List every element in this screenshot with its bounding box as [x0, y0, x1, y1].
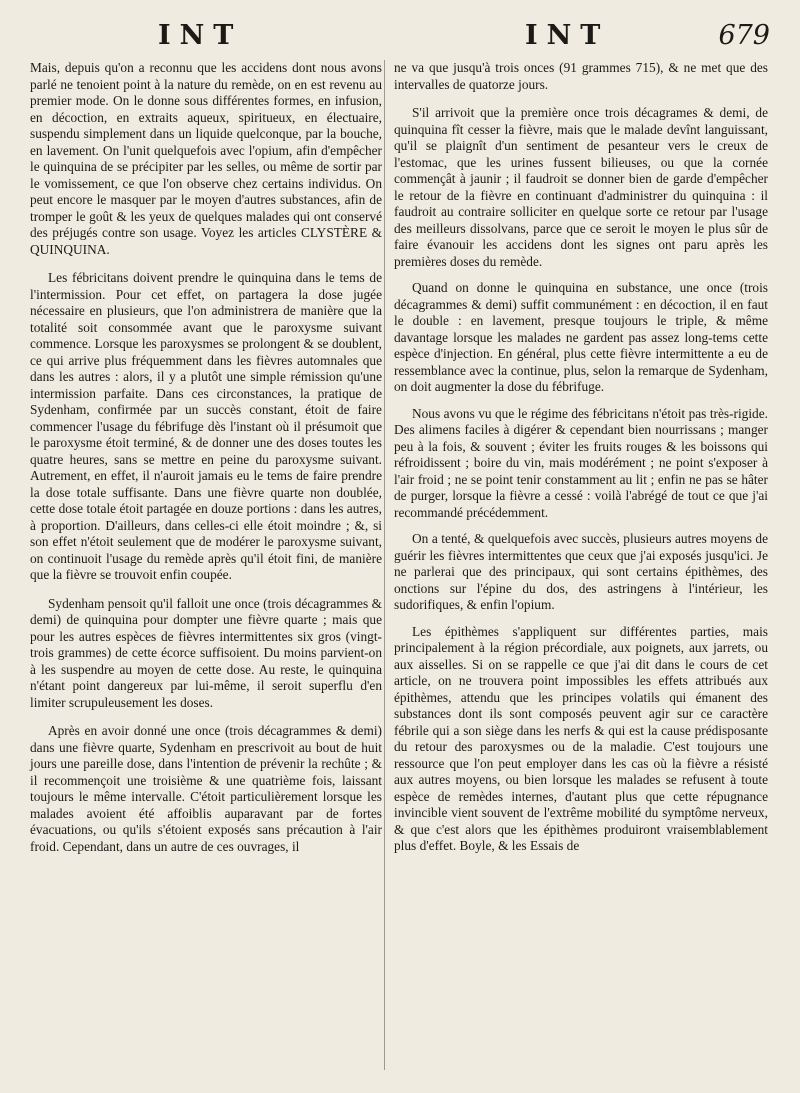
paragraph: ne va que jusqu'à trois onces (91 grammes 715), & ne met que des intervalles de quatorze jours.: [394, 60, 768, 92]
paragraph: Nous avons vu que le régime des fébricitans n'étoit pas très-rigide. Des alimens faciles à digérer & cependant bien nourrissans ; manger peu à la fois, & souvent ; éviter les fruits rouges & les boissons qui réfroidissent ; boire du vin, mais modérément ; ne point s'exposer à l'air froid ; ne se point tenir constamment au lit ; enfin ne pas se hâter de purger, lorsque la fièvre a cessé : voilà l'abrégé de tout ce que j'ai recommandé précédemment.: [394, 405, 768, 520]
column-divider: [384, 60, 385, 1070]
page-number: 679: [718, 20, 770, 51]
paragraph: Les fébricitans doivent prendre le quinquina dans le tems de l'intermission. Pour cet effet, on partagera la dose jugée nécessaire en plusieurs, que l'on administrera de manière que la totalité soit consommée avant que le paroxysme suivant commence. Lorsque les paroxysmes se prolongent & se doublent, ce qui arrive plus fréquemment dans les fièvres automnales que dans les autres : alors, il y a plutôt une simple rémission qu'une intermission parfaite. Dans ces circonstances, la pratique de Sydenham, confirmée par un succès constant, étoit de faire commencer l'usage du fébrifuge dès l'instant où il présumoit que le paroxysme étoit terminé, & de donner une des doses toutes les quatre heures, sans se mettre en peine du paroxysme suivant. Autrement, en effet, il n'auroit jamais eu le tems de faire prendre la dose totale suffisante. Dans une fièvre quarte non doublée, cette dose totale étoit partagée en douze portions : dans les autres, à proportion. D'ailleurs, dans celles-ci elle étoit moindre ; &, si son effet n'étoit seulement que de modérer le paroxysme suivant, on continuoit l'usage du remède après qu'il étoit fini, de manière que la fièvre se trouvoit enfin coupée.: [30, 270, 382, 582]
paragraph: Après en avoir donné une once (trois décagrammes & demi) dans une fièvre quarte, Sydenham en prescrivoit au bout de huit jours une pareille dose, dans l'intention de prévenir la rechûte ; & il recommençoit une troisième & une quatrième fois, laissant toujours le même intervalle. C'étoit particulièrement lorsque les malades avoient été affoiblis auparavant par de fortes évacuations, ou qu'ils s'étoient exposés sans précaution à l'air froid. Cependant, dans un autre de ces ouvrages, il: [30, 723, 382, 854]
paragraph: On a tenté, & quelquefois avec succès, plusieurs autres moyens de guérir les fièvres intermittentes que ceux que j'ai exposés jusqu'ici. Je ne parlerai que des principaux, qui sont certains épithèmes, des onctions sur l'épine du dos, des astringens à l'intérieur, les sudorifiques, & enfin l'opium.: [394, 531, 768, 612]
paragraph: Les épithèmes s'appliquent sur différentes parties, mais principalement à la région précordiale, aux poignets, aux jarrets, ou aux aisselles. Si on se rappelle ce que j'ai dit dans le cours de cet article, on ne trouvera point impossibles les effets attribués aux épithèmes, attendu que les principes volatils qui émanent des substances dont ils sont composés peuvent agir sur ce caractère fébrile qui a son siège dans les nerfs & qui est la cause prédisposante du retour des paroxysmes ou de la maladie. C'est toujours une ressource que l'on peut employer dans les cas où la fièvre a résisté aux autres moyens, ou bien lorsque les malades se refusent à toute espèce de remèdes internes, d'autant plus que cette répugnance invincible vient souvent de l'extrême mobilité du symptôme nerveux, & que c'est alors que les épithèmes produiront vraisemblablement plus d'effet. Boyle, & les Essais de: [394, 623, 768, 853]
paragraph: Sydenham pensoit qu'il falloit une once (trois décagrammes & demi) de quinquina pour dompter une fièvre quarte ; mais que pour les autres espèces de fièvres intermittentes six gros (vingt-trois grammes) de cette écorce suffisoient. Du moins parvient-on à les suspendre au moyen de cette dose. Au reste, le quinquina n'étant point dangereux par lui-même, il seroit superflu d'en limiter scrupuleusement les doses.: [30, 595, 382, 710]
paragraph: S'il arrivoit que la première once trois décagrames & demi, de quinquina fît cesser la fièvre, mais que le malade devînt languissant, qu'il se plaignît d'un sentiment de pesanteur vers le creux de l'estomac, que les urines fussent bilieuses, ou que la cornée commençât à jaunir ; il faudroit se donner bien de garde d'empêcher le retour de la fièvre en continuant d'administrer du quinquina : il faudroit au contraire solliciter en quelque sorte ce retour par l'usage des meilleurs dissolvans, parce que ce seroit le moyen le plus sûr de faire évanouir les accidens dont les signes ont paru après les premières doses du remède.: [394, 105, 768, 269]
right-column: [394, 60, 768, 865]
paragraph: Mais, depuis qu'on a reconnu que les accidens dont nous avons parlé ne tenoient point à la nature du remède, on en est revenu au premier mode. On le donne sous différentes formes, en infusion, en décoction, en extraits aqueux, spiritueux, en électuaire, suspendu simplement dans un liquide quelconque, par la bouche, en lavement. On l'unit quelquefois avec l'opium, afin d'empêcher le quinquina de se précipiter par les selles, ou même de sortir par le vomissement, ce que l'on observe chez certains individus. On peut encore le masquer par le moyen d'autres substances, afin de tromper le goût & les yeux de quelques malades qui ont conservé des préjugés contre son usage. Voyez les articles CLYSTÈRE & QUINQUINA.: [30, 60, 382, 257]
running-head-right: INT: [525, 20, 610, 51]
running-head-left: INT: [158, 20, 243, 51]
paragraph: Quand on donne le quinquina en substance, une once (trois décagrammes & demi) suffit communément : en décoction, il en faut le double : en lavement, presque toujours le triple, & même davantage lorsque les malades ne gardent pas assez long-tems cette espèce d'injection. En général, plus cette fièvre intermittente a eu de ressemblance avec la continue, plus, selon la remarque de Sydenham, on doit augmenter la dose du fébrifuge.: [394, 280, 768, 394]
left-column: [30, 60, 382, 865]
